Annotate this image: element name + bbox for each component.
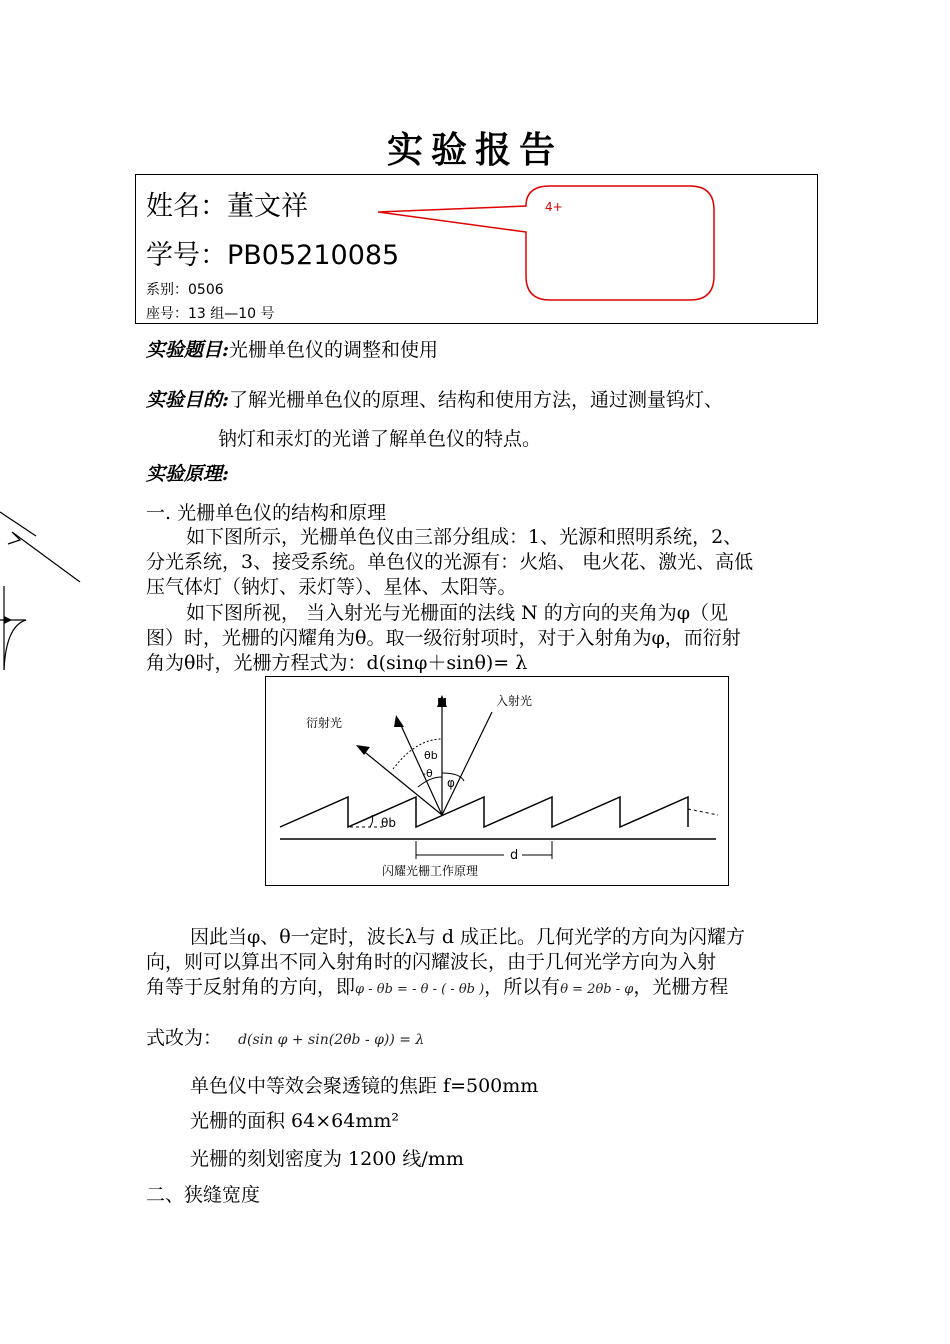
- purpose-label: 实验目的:: [146, 389, 230, 411]
- list-item: 单色仪中等效会聚透镜的焦距 f=500mm: [190, 1075, 539, 1097]
- grating-teeth: [280, 797, 688, 827]
- theta-b-small-label: θb: [381, 816, 396, 830]
- formula-1: φ - θb = - θ - ( - θb ): [355, 982, 485, 997]
- student-name: 姓名：董文祥: [146, 191, 308, 222]
- paragraph-line: 压气体灯（钠灯、汞灯等）、星体、太阳等。: [146, 576, 517, 598]
- comment-balloon[interactable]: [370, 180, 720, 305]
- margin-diagram-fragment: [0, 500, 90, 680]
- section2-heading: 二、狭缝宽度: [146, 1184, 261, 1206]
- topic-label: 实验题目:: [146, 339, 230, 361]
- text-fragment: 式改为：: [146, 1027, 223, 1049]
- purpose-line-1: [146, 387, 723, 413]
- topic-line: [146, 337, 438, 363]
- text-fragment: ，所以有: [484, 976, 561, 998]
- formula-line: [146, 1025, 424, 1053]
- student-id: 学号：PB05210085: [146, 240, 400, 271]
- period-d-label: d: [510, 848, 519, 863]
- seat-number: 座号：13 组—10 号: [146, 306, 275, 322]
- principle-label: 实验原理:: [146, 463, 230, 485]
- paragraph-line: 分光系统，3、接受系统。单色仪的光源有：火焰、 电火花、激光、高低: [146, 551, 754, 573]
- list-item: 光栅的面积 64×64mm²: [190, 1110, 399, 1132]
- figure-caption: 闪耀光栅工作原理: [382, 864, 479, 878]
- incident-label: 入射光: [496, 694, 533, 708]
- purpose-text-1: 了解光栅单色仪的原理、结构和使用方法，通过测量钨灯、: [229, 389, 724, 411]
- diffracted-label: 衍射光: [306, 716, 343, 730]
- comment-text: 4+: [545, 200, 563, 214]
- formula-3: d(sin φ + sin(2θb - φ)) = λ: [238, 1032, 425, 1048]
- formula-line: [146, 974, 728, 1003]
- list-item: 光栅的刻划密度为 1200 线/mm: [190, 1148, 464, 1170]
- theta-b-label: θb: [424, 749, 438, 762]
- normal-label: N: [437, 696, 448, 710]
- text-fragment: ，光栅方程: [633, 976, 729, 998]
- paragraph-line: 图）时，光栅的闪耀角为θ。取一级衍射项时，对于入射角为φ，而衍射: [146, 627, 741, 649]
- department: 系别：0506: [146, 282, 224, 298]
- paragraph-line: 如下图所示，光栅单色仪由三部分组成：1、光源和照明系统，2、: [186, 526, 743, 548]
- page-title: 实验报告: [386, 130, 563, 171]
- text-fragment: 角等于反射角的方向，即: [146, 976, 356, 998]
- paragraph-line: 因此当φ、θ一定时，波长λ与 d 成正比。几何光学的方向为闪耀方: [190, 926, 746, 948]
- formula-2: θ = 2θb - φ: [560, 982, 634, 997]
- paragraph-line: 如下图所视， 当入射光与光栅面的法线 N 的方向的夹角为φ（见: [186, 602, 729, 624]
- topic-value: 光栅单色仪的调整和使用: [229, 339, 439, 361]
- grating-diagram: [266, 677, 728, 885]
- paragraph-line: 角为θ时，光栅方程式为：d(sinφ＋sinθ)= λ: [146, 652, 528, 674]
- neg-theta-label: -θ: [422, 767, 433, 780]
- blazed-grating-figure: [265, 676, 729, 886]
- section1-heading: 一. 光栅单色仪的结构和原理: [146, 502, 387, 524]
- phi-label: φ: [447, 776, 455, 790]
- paragraph-line: 向，则可以算出不同入射角时的闪耀波长，由于几何光学方向为入射: [146, 951, 717, 973]
- purpose-line-2: 钠灯和汞灯的光谱了解单色仪的特点。: [218, 428, 542, 450]
